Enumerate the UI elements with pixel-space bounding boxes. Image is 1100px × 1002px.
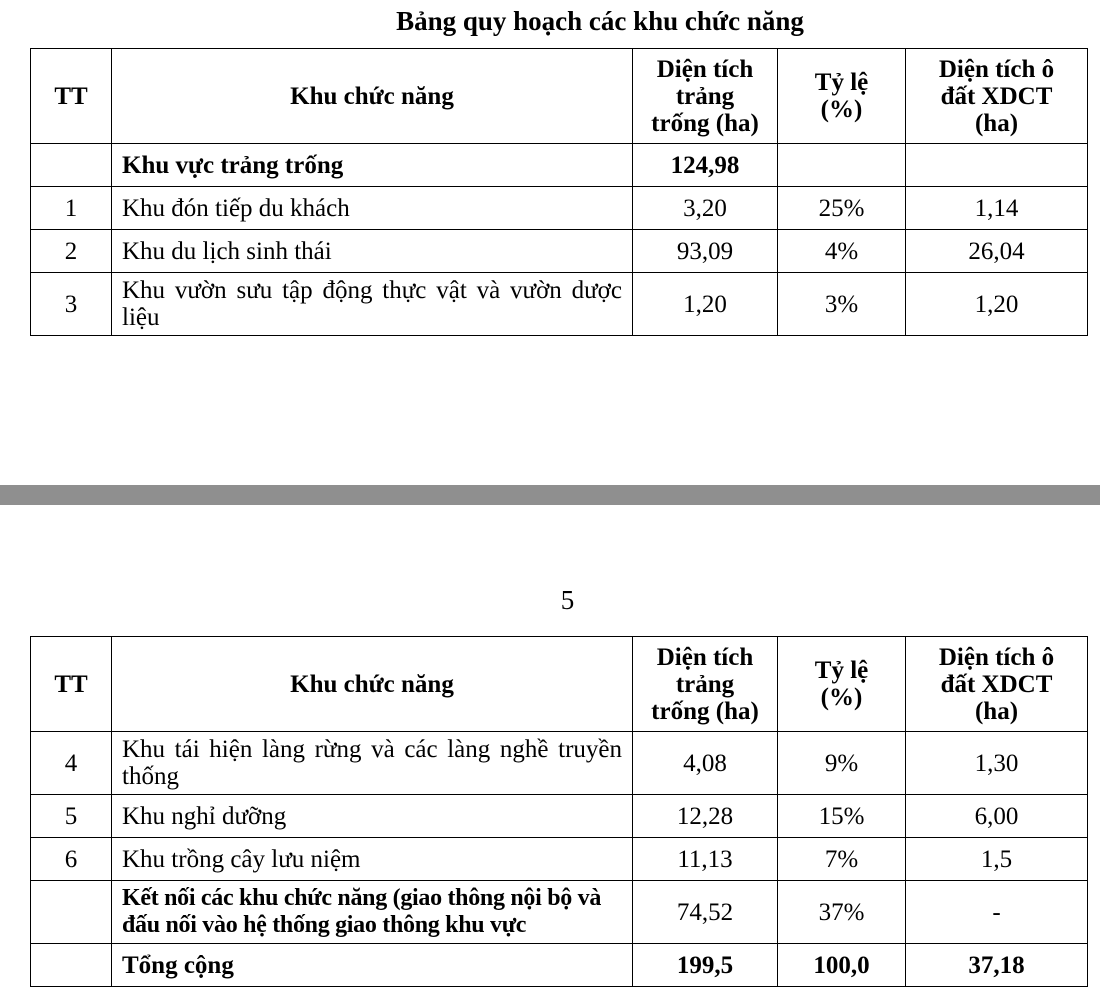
row-ratio: 37% [778, 881, 906, 944]
header-build-area-line3: (ha) [974, 697, 1019, 725]
row-tt [31, 881, 112, 944]
row-zone-name: Khu vực trảng trống [112, 144, 633, 187]
table-row [31, 881, 1088, 944]
row-build-area: 1,14 [906, 187, 1088, 230]
row-clearing-area: 74,52 [633, 881, 778, 944]
row-ratio: 15% [778, 795, 906, 838]
header-ratio-line1: Tỷ lệ [814, 69, 869, 96]
header-build-area-line2: đất XDCT [940, 670, 1053, 698]
row-tt: 6 [31, 838, 112, 881]
row-tt: 1 [31, 187, 112, 230]
document-title: Bảng quy hoạch các khu chức năng [396, 6, 804, 36]
row-build-area: 1,5 [906, 838, 1088, 881]
table-row [31, 144, 1088, 187]
header-clearing-area-line3: trống (ha) [651, 697, 759, 725]
header-build-area-line1: Diện tích ô [938, 55, 1055, 83]
row-build-area: 1,30 [906, 732, 1088, 795]
row-zone-name: Khu nghỉ dưỡng [112, 795, 633, 838]
table-row [31, 795, 1088, 838]
header-ratio [778, 637, 906, 732]
table-row [31, 187, 1088, 230]
table-row-total [31, 944, 1088, 987]
row-zone-name: Khu vườn sưu tập động thực vật và vườn dược liệu [112, 273, 633, 336]
row-tt [31, 144, 112, 187]
header-tt: TT [31, 637, 112, 732]
row-clearing-area: 4,08 [633, 732, 778, 795]
header-function-zone: Khu chức năng [112, 49, 633, 144]
header-build-area [906, 49, 1088, 144]
row-zone-name: Tổng cộng [112, 944, 633, 987]
row-zone-name: Khu tái hiện làng rừng và các làng nghề truyền thống [112, 732, 633, 795]
header-function-zone: Khu chức năng [112, 637, 633, 732]
page-break-separator [0, 485, 1100, 505]
header-ratio-line2: (%) [820, 96, 863, 123]
row-build-area: - [906, 881, 1088, 944]
header-tt: TT [31, 49, 112, 144]
header-clearing-area [633, 637, 778, 732]
header-clearing-area [633, 49, 778, 144]
header-ratio-line1: Tỷ lệ [814, 657, 869, 684]
row-tt [31, 944, 112, 987]
header-build-area-line3: (ha) [974, 109, 1019, 137]
row-clearing-area: 124,98 [633, 144, 778, 187]
row-build-area: 37,18 [906, 944, 1088, 987]
table-row [31, 230, 1088, 273]
table-row [31, 732, 1088, 795]
header-ratio [778, 49, 906, 144]
header-clearing-area-line1: Diện tích [656, 55, 754, 83]
row-build-area: 1,20 [906, 273, 1088, 336]
function-zones-table-part-1 [30, 48, 1088, 336]
row-ratio: 7% [778, 838, 906, 881]
row-zone-name: Khu du lịch sinh thái [112, 230, 633, 273]
row-zone-name: Khu đón tiếp du khách [112, 187, 633, 230]
row-build-area [906, 144, 1088, 187]
row-tt: 4 [31, 732, 112, 795]
header-clearing-area-line2: trảng [675, 670, 735, 698]
row-clearing-area: 93,09 [633, 230, 778, 273]
row-ratio: 4% [778, 230, 906, 273]
row-clearing-area: 11,13 [633, 838, 778, 881]
row-clearing-area: 199,5 [633, 944, 778, 987]
header-build-area-line1: Diện tích ô [938, 643, 1055, 671]
header-clearing-area-line3: trống (ha) [651, 109, 759, 137]
row-zone-name: Kết nối các khu chức năng (giao thông nội bộ và đấu nối vào hệ thống giao thông khu vực [112, 881, 633, 944]
row-ratio: 3% [778, 273, 906, 336]
row-clearing-area: 12,28 [633, 795, 778, 838]
row-zone-name: Khu trồng cây lưu niệm [112, 838, 633, 881]
row-tt: 3 [31, 273, 112, 336]
row-clearing-area: 3,20 [633, 187, 778, 230]
row-clearing-area: 1,20 [633, 273, 778, 336]
row-ratio: 25% [778, 187, 906, 230]
row-build-area: 26,04 [906, 230, 1088, 273]
function-zones-table-part-2 [30, 636, 1088, 987]
row-tt: 2 [31, 230, 112, 273]
table-row [31, 273, 1088, 336]
table-header-row [31, 49, 1088, 144]
header-clearing-area-line2: trảng [675, 82, 735, 110]
table-row [31, 838, 1088, 881]
header-clearing-area-line1: Diện tích [656, 643, 754, 671]
table-header-row [31, 637, 1088, 732]
row-ratio [778, 144, 906, 187]
header-ratio-line2: (%) [820, 684, 863, 711]
header-build-area [906, 637, 1088, 732]
header-build-area-line2: đất XDCT [940, 82, 1053, 110]
page-number: 5 [560, 585, 575, 615]
row-ratio: 100,0 [778, 944, 906, 987]
row-tt: 5 [31, 795, 112, 838]
row-ratio: 9% [778, 732, 906, 795]
row-build-area: 6,00 [906, 795, 1088, 838]
